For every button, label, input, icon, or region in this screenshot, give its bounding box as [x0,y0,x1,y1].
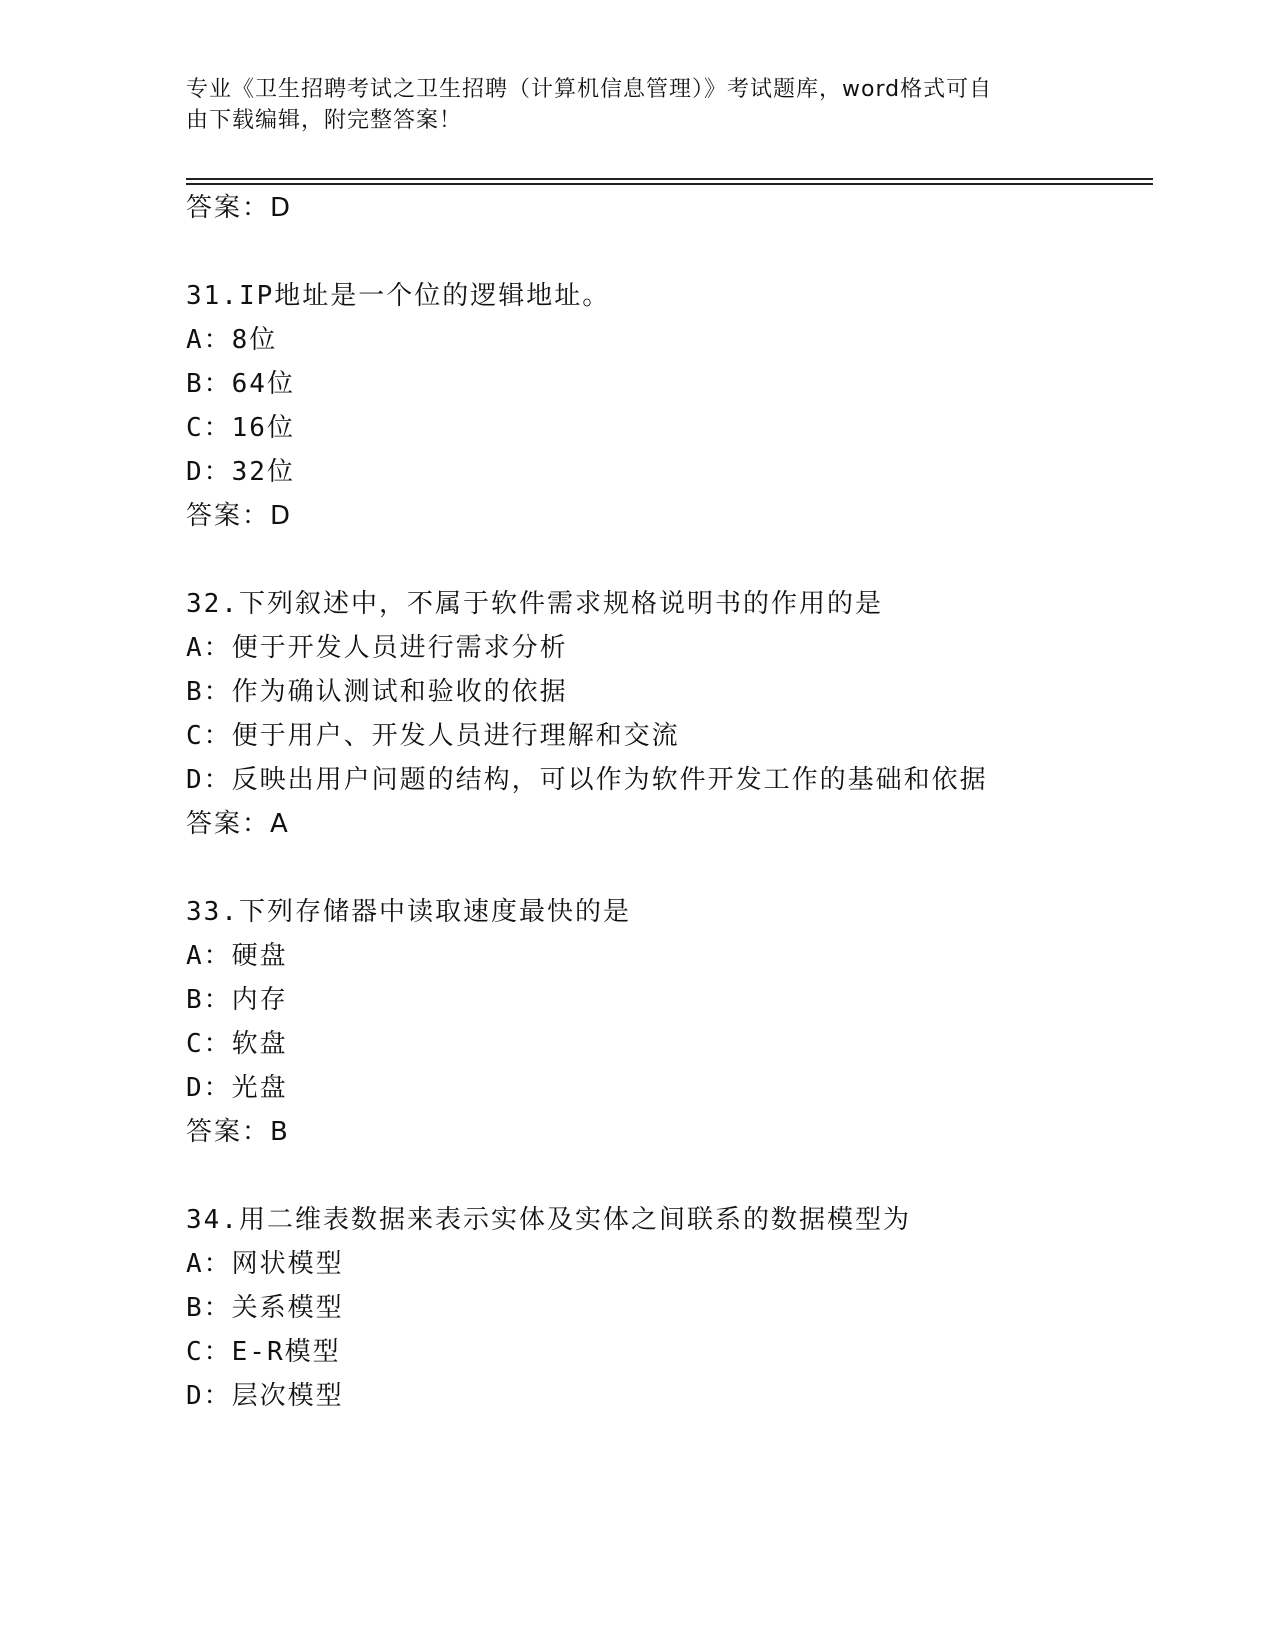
question-34-option-a: A：网状模型 [186,1249,344,1279]
question-33-option-b: B：内存 [186,985,288,1015]
question-34-option-d: D：层次模型 [186,1381,344,1411]
question-33-stem: 33.下列存储器中读取速度最快的是 [186,897,631,927]
question-32-answer: 答案：A [186,809,290,839]
question-31-stem: 31.IP地址是一个位的逻辑地址。 [186,281,611,311]
question-33-option-a: A：硬盘 [186,941,288,971]
question-33-answer: 答案：B [186,1117,290,1147]
question-32-stem: 32.下列叙述中，不属于软件需求规格说明书的作用的是 [186,589,883,619]
question-34-option-b: B：关系模型 [186,1293,344,1323]
header-divider-bottom [186,183,1153,185]
question-31-option-d: D：32位 [186,457,295,487]
question-34-option-c: C：E-R模型 [186,1337,341,1367]
document-header [186,74,1086,136]
header-divider-top [186,178,1153,180]
question-31-option-b: B：64位 [186,369,295,399]
question-31-option-a: A：8位 [186,325,278,355]
previous-answer: 答案：D [186,193,293,223]
question-34-stem: 34.用二维表数据来表示实体及实体之间联系的数据模型为 [186,1205,911,1235]
question-31-option-c: C：16位 [186,413,295,443]
question-32-option-b: B：作为确认测试和验收的依据 [186,677,568,707]
question-31-answer: 答案：D [186,501,293,531]
header-line-2: 由下载编辑，附完整答案！ [186,108,463,133]
question-33-option-d: D：光盘 [186,1073,288,1103]
question-32-option-a: A：便于开发人员进行需求分析 [186,633,568,663]
question-32-option-c: C：便于用户、开发人员进行理解和交流 [186,721,680,751]
question-32-option-d: D：反映出用户问题的结构，可以作为软件开发工作的基础和依据 [186,765,988,795]
question-33-option-c: C：软盘 [186,1029,288,1059]
header-line-1: 专业《卫生招聘考试之卫生招聘（计算机信息管理）》考试题库，word格式可自 [186,77,993,102]
